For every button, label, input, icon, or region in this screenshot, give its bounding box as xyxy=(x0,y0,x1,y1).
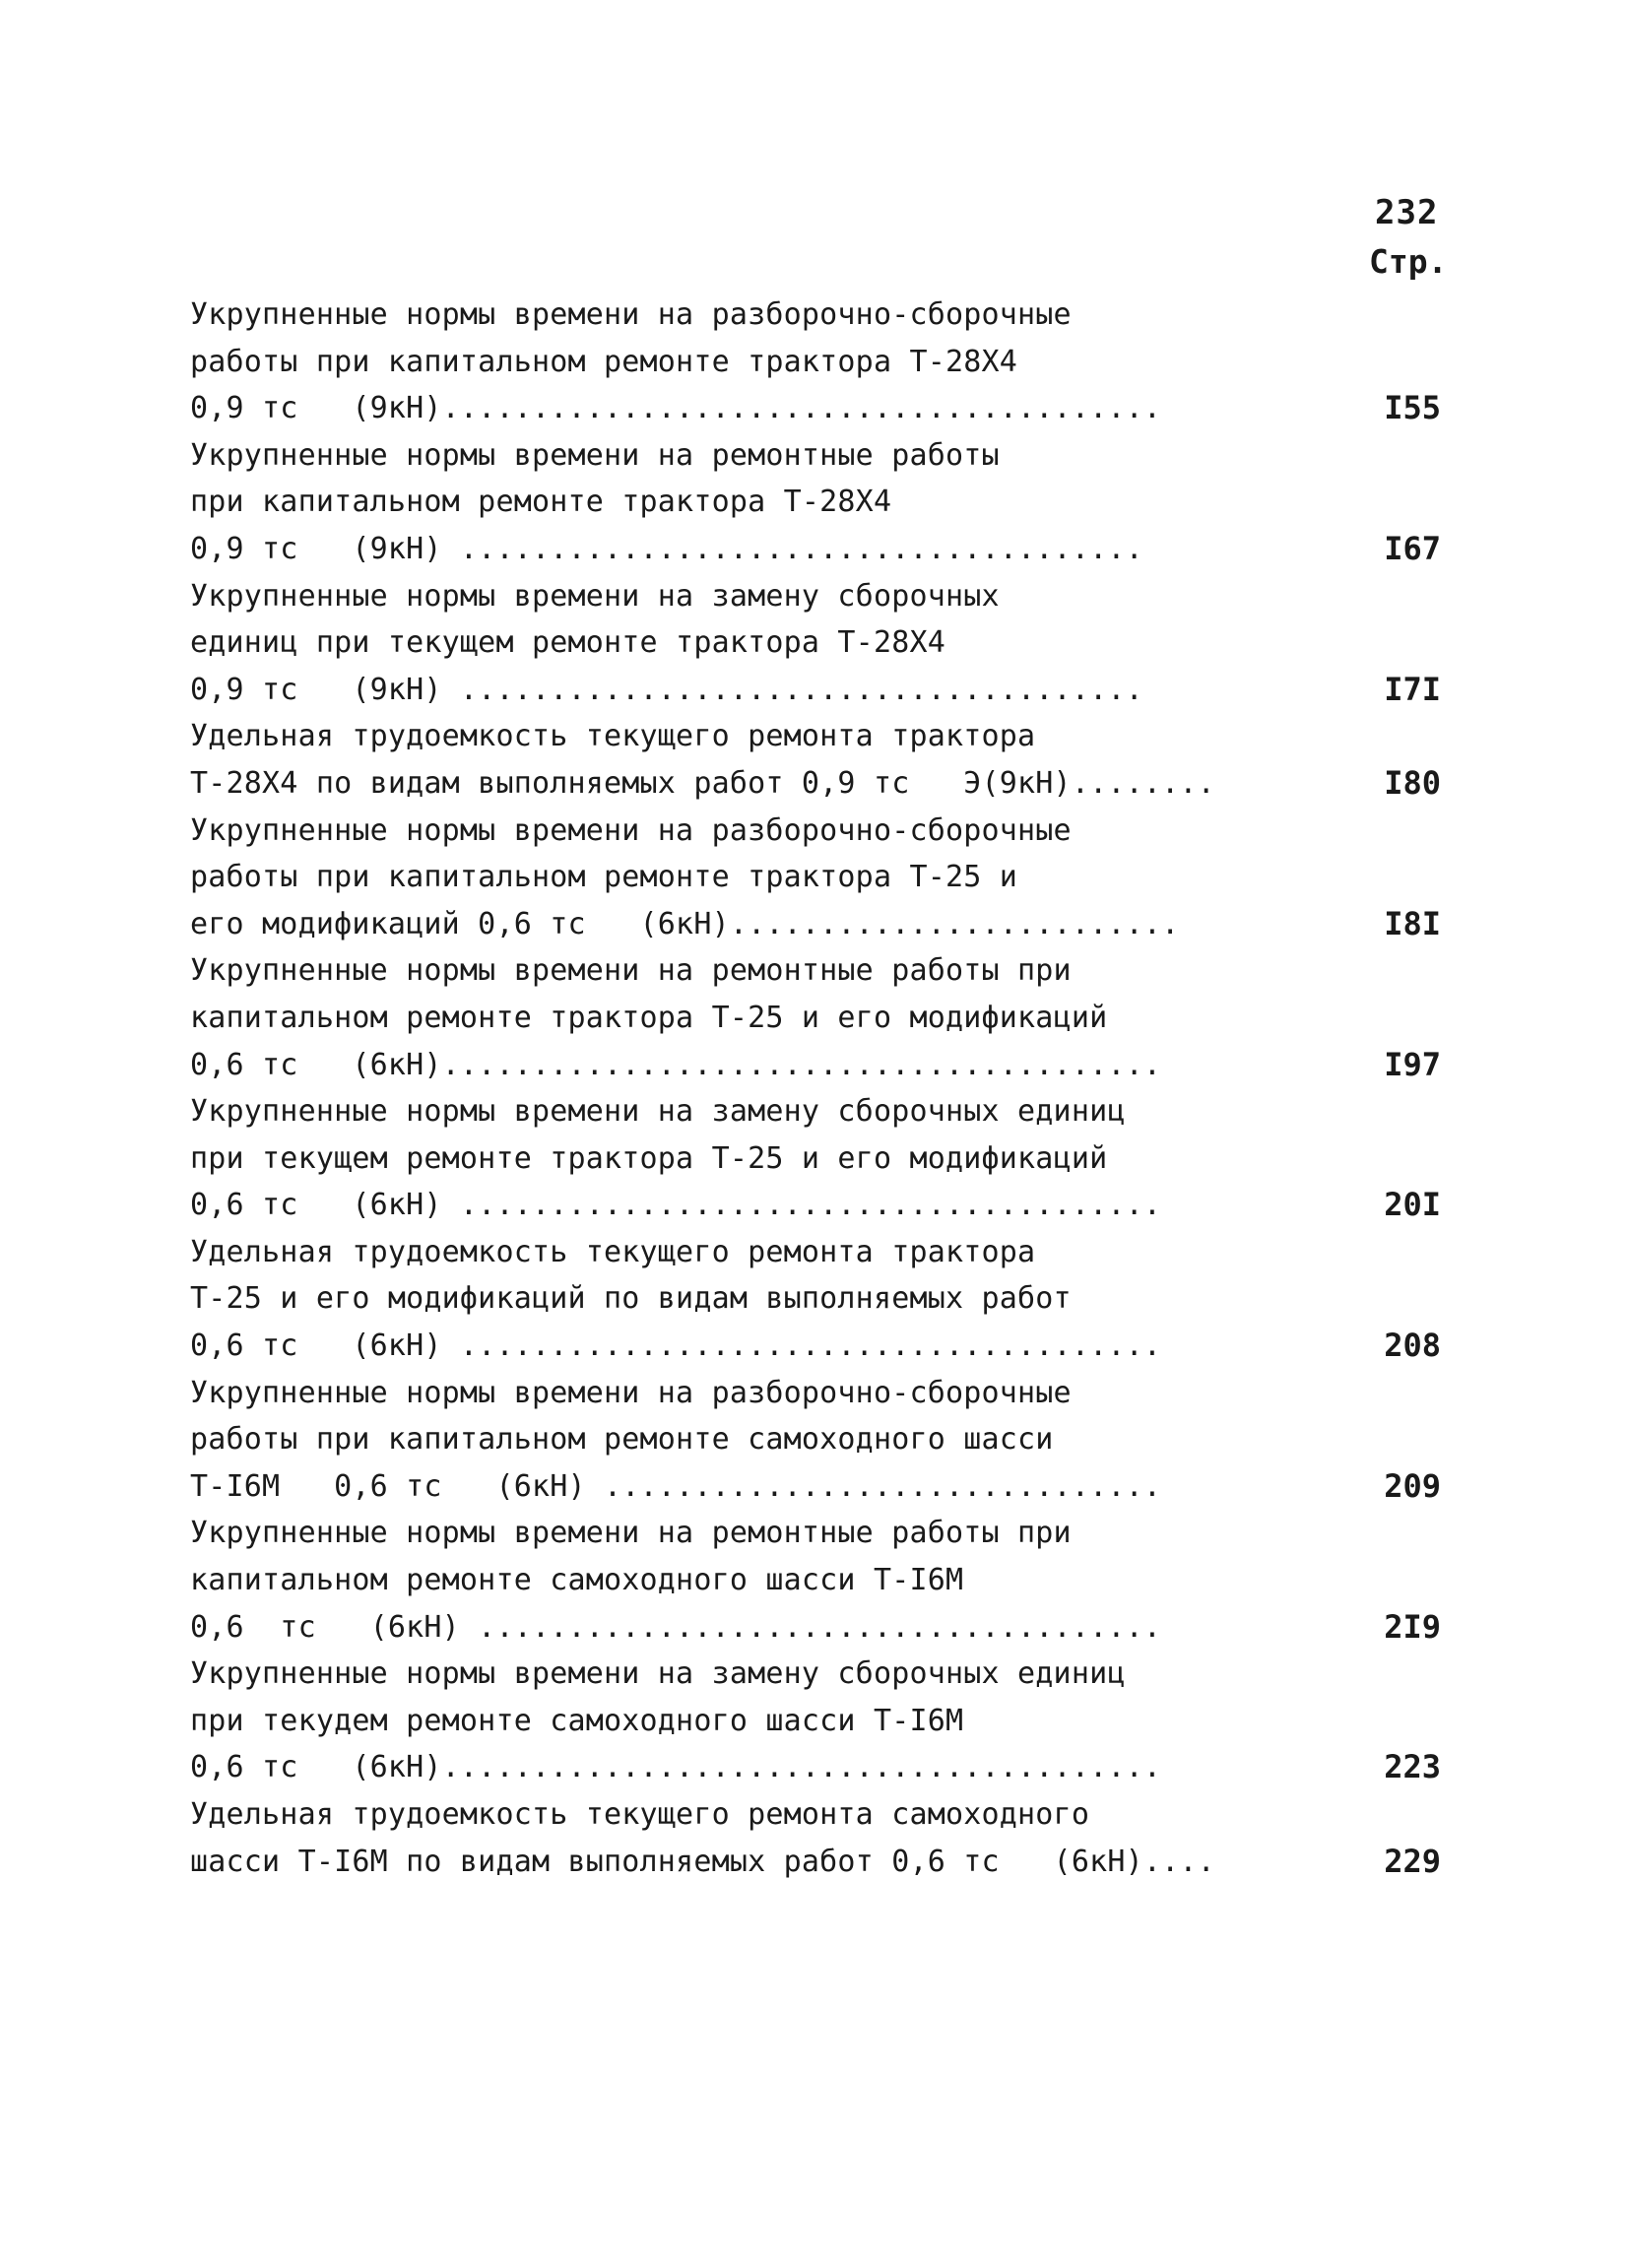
toc-entry-line: Т-28Х4 по видам выполняемых работ 0,9 тс Э(9кН)........ xyxy=(190,765,1215,801)
toc-entry-line: при текудем ремонте самоходного шасси Т-I6М xyxy=(190,1703,964,1738)
toc-entry-line: Удельная трудоемкость текущего ремонта самоходного xyxy=(190,1797,1090,1832)
toc-page-number: I8I xyxy=(1384,904,1441,942)
toc-entry-line: Укрупненные нормы времени на разборочно-сборочные xyxy=(190,1375,1072,1410)
toc-page-number: 209 xyxy=(1384,1466,1441,1505)
toc-entry-line: Укрупненные нормы времени на замену сборочных единиц xyxy=(190,1656,1126,1692)
toc-entry-line: шасси Т-I6М по видам выполняемых работ 0,6 тс (6кН).... xyxy=(190,1844,1215,1879)
toc-entry-line: Укрупненные нормы времени на замену сборочных xyxy=(190,578,1000,614)
toc-entry xyxy=(190,1229,1461,1370)
toc-page-number: 229 xyxy=(1384,1842,1441,1880)
toc-entry-line: 0,9 тс (9кН)........................................ xyxy=(190,391,1162,426)
toc-entry-line: Укрупненные нормы времени на разборочно-сборочные xyxy=(190,297,1072,332)
toc-entry-line: 0,6 тс (6кН) ....................................... xyxy=(190,1328,1162,1364)
toc-entry-line: Укрупненные нормы времени на разборочно-сборочные xyxy=(190,812,1072,848)
page-number: 232 xyxy=(1375,193,1439,232)
toc-entry-line: Укрупненные нормы времени на замену сборочных единиц xyxy=(190,1094,1126,1130)
page-column-label: Стр. xyxy=(1369,242,1448,281)
toc-entry-line: единиц при текущем ремонте трактора Т-28Х4 xyxy=(190,625,945,661)
toc-entry-line: 0,6 тс (6кН) ....................................... xyxy=(190,1188,1162,1223)
toc-entry-line: Укрупненные нормы времени на ремонтные работы при xyxy=(190,953,1072,989)
toc-entry xyxy=(190,1651,1461,1791)
toc-entry-line: Т-I6М 0,6 тс (6кН) ............................... xyxy=(190,1468,1162,1504)
toc-page-number: I97 xyxy=(1384,1045,1441,1083)
toc-entry-line: Удельная трудоемкость текущего ремонта трактора xyxy=(190,1234,1036,1269)
toc-page-number: I67 xyxy=(1384,529,1441,567)
toc-entry-line: 0,6 тс (6кН)........................................ xyxy=(190,1047,1162,1082)
toc-entry-line: Удельная трудоемкость текущего ремонта трактора xyxy=(190,719,1036,754)
toc-entry-line: 0,9 тс (9кН) ...................................... xyxy=(190,672,1143,707)
toc-entry-line: при текущем ремонте трактора Т-25 и его модификаций xyxy=(190,1140,1108,1176)
toc-entry xyxy=(190,292,1461,432)
toc-page-number: 223 xyxy=(1384,1748,1441,1786)
toc-entry-line: 0,6 тс (6кН)........................................ xyxy=(190,1750,1162,1785)
toc-page-number: 20I xyxy=(1384,1186,1441,1224)
toc-entry xyxy=(190,947,1461,1088)
toc-page-number: 208 xyxy=(1384,1327,1441,1365)
toc-page-number: I7I xyxy=(1384,670,1441,708)
toc-page-number: 2I9 xyxy=(1384,1607,1441,1646)
toc-page-number: I80 xyxy=(1384,763,1441,802)
toc-entry-line: капитальном ремонте самоходного шасси Т-I6М xyxy=(190,1563,964,1598)
table-of-contents xyxy=(190,292,1461,1885)
toc-entry-line: 0,9 тс (9кН) ...................................... xyxy=(190,531,1143,566)
toc-entry-line: Т-25 и его модификаций по видам выполняемых работ xyxy=(190,1281,1072,1317)
toc-entry xyxy=(190,1510,1461,1651)
toc-entry xyxy=(190,1370,1461,1511)
toc-entry xyxy=(190,808,1461,948)
toc-entry-line: его модификаций 0,6 тс (6кН)......................... xyxy=(190,906,1180,941)
toc-entry-line: капитальном ремонте трактора Т-25 и его модификаций xyxy=(190,1000,1108,1035)
toc-page-number: I55 xyxy=(1384,389,1441,427)
toc-entry-line: 0,6 тс (6кН) ...................................... xyxy=(190,1609,1162,1645)
toc-entry-line: Укрупненные нормы времени на ремонтные работы при xyxy=(190,1516,1072,1551)
toc-entry xyxy=(190,1791,1461,1885)
toc-entry xyxy=(190,713,1461,807)
toc-entry-line: при капитальном ремонте трактора Т-28Х4 xyxy=(190,485,892,520)
toc-entry-line: работы при капитальном ремонте трактора Т-28Х4 xyxy=(190,344,1018,379)
toc-entry xyxy=(190,1088,1461,1229)
toc-entry xyxy=(190,432,1461,573)
toc-entry xyxy=(190,573,1461,714)
toc-entry-line: Укрупненные нормы времени на ремонтные работы xyxy=(190,437,1000,473)
toc-entry-line: работы при капитальном ремонте самоходного шасси xyxy=(190,1422,1054,1458)
toc-entry-line: работы при капитальном ремонте трактора Т-25 и xyxy=(190,860,1018,895)
